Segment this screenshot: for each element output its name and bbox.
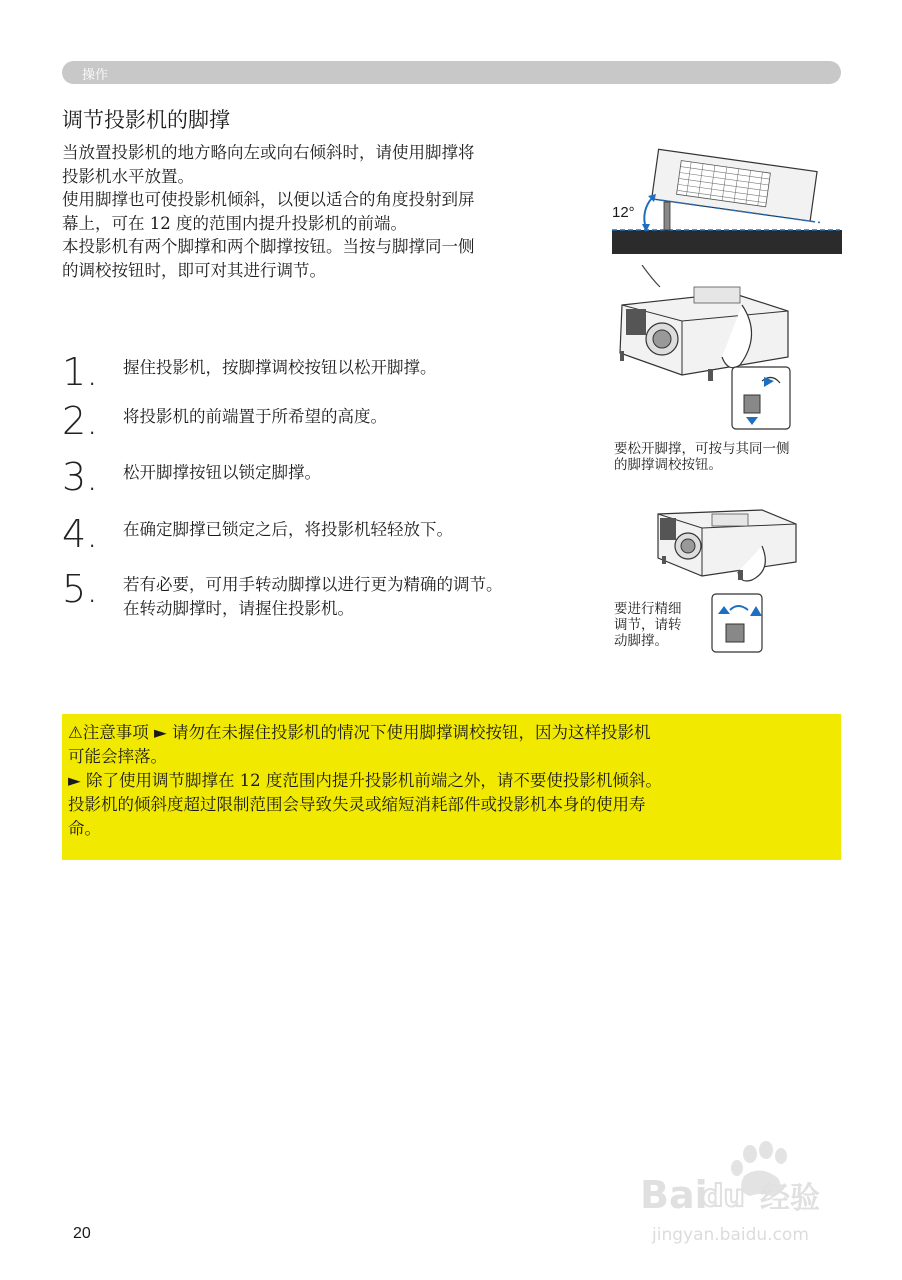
- step-text: [123, 573, 503, 621]
- step-number: 2.: [62, 399, 99, 443]
- svg-text:jingyan.baidu.com: jingyan.baidu.com: [652, 1225, 809, 1245]
- caution-line: [68, 721, 833, 745]
- intro-paragraph: [62, 141, 607, 282]
- caution-line: 投影机的倾斜度超过限制范围会导致失灵或缩短消耗部件或投影机本身的使用寿: [68, 795, 646, 814]
- page-title: 调节投影机的脚撑: [62, 108, 230, 132]
- intro-line: 当放置投影机的地方略向左或向右倾斜时，请使用脚撑将: [62, 143, 475, 162]
- step-number: 5.: [62, 567, 99, 611]
- step-number: 4.: [62, 512, 99, 556]
- intro-line: 投影机水平放置。: [62, 166, 194, 186]
- baidu-paw-logo: [640, 1140, 850, 1250]
- caution-line: [68, 769, 833, 793]
- step-text: 握住投影机，按脚撑调校按钮以松开脚撑。: [123, 358, 437, 377]
- caution-line: 命。: [68, 819, 101, 838]
- intro-line: 使用脚撑也可使投影机倾斜，以便以适合的角度投射到屏: [62, 190, 475, 209]
- page-number: 20: [73, 1225, 91, 1242]
- step-text: 在确定脚撑已锁定之后，将投影机轻轻放下。: [123, 520, 453, 539]
- svg-text:Bai: Bai: [640, 1173, 708, 1217]
- caption-line: 调节，请转: [614, 617, 682, 633]
- caption-line: 要进行精细: [614, 601, 682, 617]
- svg-text:du: du: [702, 1179, 745, 1214]
- section-label: 操作: [82, 68, 109, 83]
- step-text-line: 若有必要，可用手转动脚撑以进行更为精确的调节。: [123, 575, 503, 594]
- figure-release-foot: [612, 265, 794, 473]
- caption-line: 动脚撑。: [614, 633, 668, 649]
- intro-line: 本投影机有两个脚撑和两个脚撑按钮。当按与脚撑同一侧: [62, 237, 475, 256]
- tilt-angle-label: 12°: [612, 204, 635, 221]
- projector-tilt-illustration: [612, 142, 842, 254]
- step-text: 松开脚撑按钮以锁定脚撑。: [123, 463, 321, 482]
- step-text-line: 在转动脚撑时，请握住投影机。: [123, 599, 354, 618]
- step-text: 将投影机的前端置于所希望的高度。: [123, 407, 387, 426]
- section-header-bar: [62, 61, 841, 84]
- arrow-right-icon: ►: [68, 771, 86, 790]
- intro-line: 的调校按钮时，即可对其进行调节。: [62, 260, 326, 280]
- caption-line: 要松开脚撑，可按与其同一侧: [614, 441, 790, 457]
- baidu-watermark-logo: [640, 1140, 850, 1254]
- caution-text: 请勿在未握住投影机的情况下使用脚撑调校按钮，因为这样投影机: [171, 723, 651, 742]
- step-number: 3.: [62, 455, 99, 499]
- figure-fine-adjust: [612, 506, 798, 660]
- caution-text: 除了使用调节脚撑在 12 度范围内提升投影机前端之外，请不要使投影机倾斜。: [85, 771, 662, 790]
- warning-icon: ⚠: [68, 723, 83, 742]
- figure-caption: [614, 601, 682, 649]
- caption-line: 的脚撑调校按钮。: [614, 457, 722, 473]
- caution-label: 注意事项: [82, 723, 149, 742]
- svg-text:经验: 经验: [760, 1181, 820, 1216]
- figure-tilt-diagram: [612, 142, 842, 258]
- caution-box: [62, 714, 841, 860]
- figure-caption: [614, 441, 790, 473]
- caution-line: 可能会摔落。: [68, 747, 167, 766]
- arrow-right-icon: ►: [154, 723, 172, 742]
- intro-line: 幕上，可在 12 度的范围内提升投影机的前端。: [62, 213, 407, 233]
- step-number: 1.: [62, 350, 99, 394]
- projector-button-illustration: [612, 265, 794, 433]
